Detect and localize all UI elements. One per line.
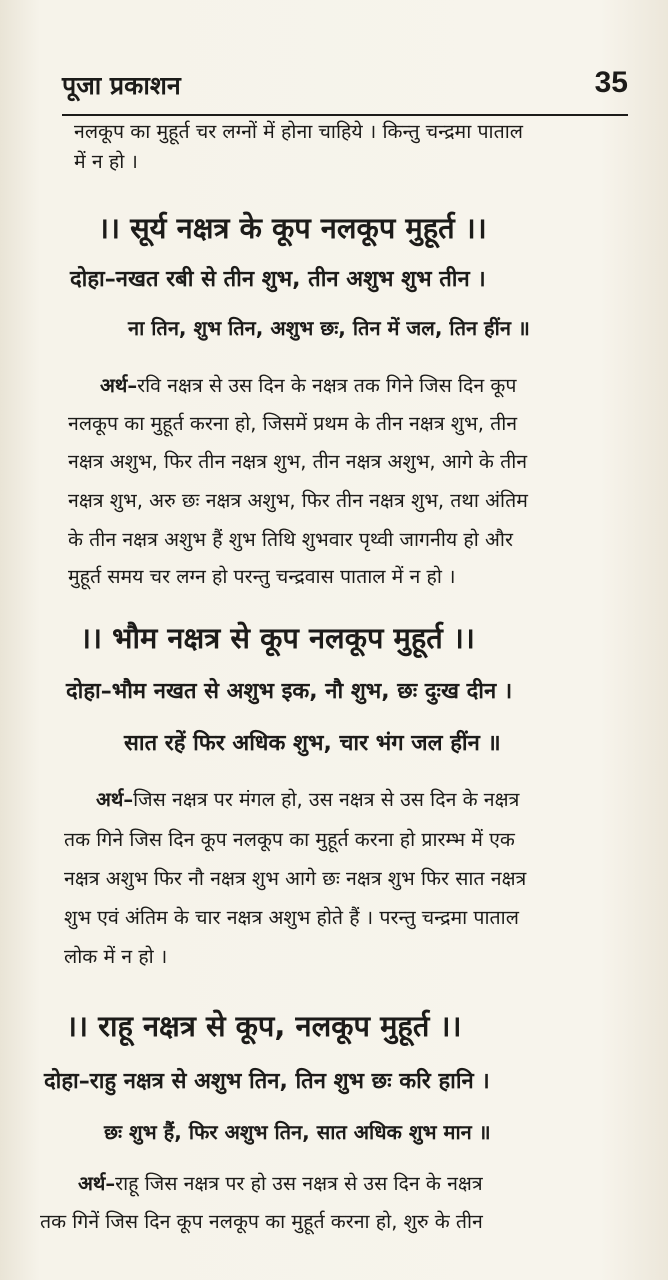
- meaning-line: के तीन नक्षत्र अशुभ हैं शुभ तिथि शुभवार पृथ्वी जागनीय हो और: [68, 528, 513, 551]
- meaning-first-line: [100, 372, 516, 400]
- intro-line: में न हो ।: [74, 150, 138, 173]
- meaning-line: नक्षत्र अशुभ, फिर तीन नक्षत्र शुभ, तीन नक्षत्र अशुभ, आगे के तीन: [68, 450, 528, 473]
- meaning-line: लोक में न हो ।: [64, 945, 168, 968]
- meaning-text: जिस नक्षत्र पर मंगल हो, उस नक्षत्र से उस दिन के नक्षत्र: [133, 788, 520, 811]
- meaning-first-line: [78, 1170, 483, 1198]
- section-heading-bhaum: ।। भौम नक्षत्र से कूप नलकूप मुहूर्त ।।: [80, 621, 475, 655]
- meaning-text: रवि नक्षत्र से उस दिन के नक्षत्र तक गिने जिस दिन कूप: [137, 374, 517, 397]
- doha-line: ना तिन, शुभ तिन, अशुभ छः, तिन में जल, तिन हींन ॥: [128, 316, 530, 340]
- doha-line: दोहा–भौम नखत से अशुभ इक, नौ शुभ, छः दुःख दीन ।: [66, 679, 513, 704]
- page-number: 35: [594, 66, 628, 99]
- meaning-label: अर्थ–: [78, 1172, 116, 1195]
- meaning-line: तक गिने जिस दिन कूप नलकूप का मुहूर्त करना हो प्रारम्भ में एक: [64, 828, 515, 851]
- meaning-text: राहू जिस नक्षत्र पर हो उस नक्षत्र से उस दिन के नक्षत्र: [115, 1172, 483, 1195]
- section-heading-surya: ।। सूर्य नक्षत्र के कूप नलकूप मुहूर्त ।।: [98, 211, 487, 245]
- doha-line: छः शुभ हैं, फिर अशुभ तिन, सात अधिक शुभ मान ॥: [104, 1120, 491, 1144]
- meaning-line: मुहूर्त समय चर लग्न हो परन्तु चन्द्रवास पाताल में न हो ।: [68, 565, 456, 588]
- doha-line: सात रहें फिर अधिक शुभ, चार भंग जल हींन ॥: [124, 731, 501, 756]
- meaning-label: अर्थ–: [96, 788, 134, 811]
- page-header: [62, 64, 628, 116]
- doha-line: दोहा–नखत रबी से तीन शुभ, तीन अशुभ शुभ तीन ।: [70, 267, 486, 292]
- section-heading-rahu: ।। राहू नक्षत्र से कूप, नलकूप मुहूर्त ।।: [66, 1009, 462, 1043]
- meaning-first-line: [96, 786, 519, 814]
- meaning-line: शुभ एवं अंतिम के चार नक्षत्र अशुभ होते हैं । परन्तु चन्द्रमा पाताल: [64, 906, 519, 929]
- meaning-line: नक्षत्र शुभ, अरु छः नक्षत्र अशुभ, फिर तीन नक्षत्र शुभ, तथा अंतिम: [68, 489, 528, 512]
- doha-line: दोहा–राहु नक्षत्र से अशुभ तिन, तिन शुभ छः करि हानि ।: [44, 1069, 490, 1094]
- meaning-line: नक्षत्र अशुभ फिर नौ नक्षत्र शुभ आगे छः नक्षत्र शुभ फिर सात नक्षत्र: [64, 867, 527, 890]
- meaning-label: अर्थ–: [100, 374, 138, 397]
- meaning-line: नलकूप का मुहूर्त करना हो, जिसमें प्रथम के तीन नक्षत्र शुभ, तीन: [68, 412, 518, 435]
- meaning-line: तक गिनें जिस दिन कूप नलकूप का मुहूर्त करना हो, शुरु के तीन: [40, 1210, 483, 1233]
- running-title: पूजा प्रकाशन: [62, 71, 181, 100]
- intro-line: नलकूप का मुहूर्त चर लग्नों में होना चाहिये । किन्तु चन्द्रमा पाताल: [74, 120, 523, 143]
